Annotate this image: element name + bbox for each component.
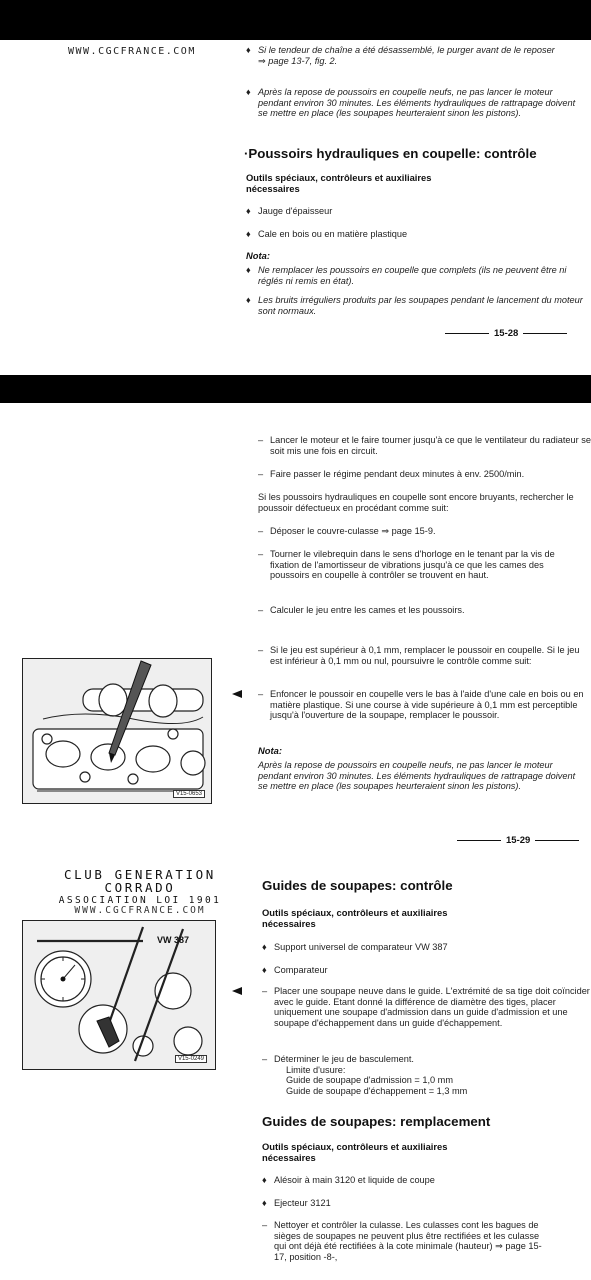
bullet-marker: ♦: [262, 942, 267, 952]
section-title-guides-check: Guides de soupapes: contrôle: [262, 878, 453, 893]
tool-feeler-gauge: ♦ Jauge d'épaisseur: [246, 206, 333, 216]
step-rock-clearance: – Déterminer le jeu de basculement. Limite d'usure: Guide de soupape d'admission = 1,0 mm Guide de soupape d'échappement = 1,3 mm: [262, 1054, 468, 1096]
tool-dial-gauge: ♦ Comparateur: [262, 965, 328, 975]
club-line-3: ASSOCIATION LOI 1901: [58, 895, 222, 907]
step-run-engine: – Lancer le moteur et le faire tourner jusqu'à ce que le ventilateur du radiateur se soit mis une fois en circuit.: [258, 435, 591, 456]
step-place-valve: – Placer une soupape neuve dans le guide. L'extrémité de sa tige doit coïncider avec le guide. Etant donné la différence de diamètre des tiges, placer uniquement une soupape d'admission dans un guide d'admission et une soupape d'échappement dans un guide d'échappement.: [262, 986, 590, 1028]
step-remove-cover: – Déposer le couvre-culasse ⇒ page 15-9.: [258, 526, 436, 536]
tools-heading: Outils spéciaux, contrôleurs et auxiliaires nécessaires: [262, 907, 448, 929]
page-number-15-28: 15-28: [440, 328, 572, 339]
wear-limit-intake: Guide de soupape d'admission = 1,0 mm: [286, 1075, 453, 1086]
paragraph-noisy-tappets: Si les poussoirs hydrauliques en coupelle sont encore bruyants, rechercher le poussoir défectueux en procédant comme suit:: [258, 492, 574, 513]
nota-item-complete-only: ♦ Ne remplacer les poussoirs en coupelle que complets (ils ne peuvent être ni réglés ni remis en état).: [246, 265, 567, 286]
dash-marker: –: [258, 435, 264, 445]
tools-heading: Outils spéciaux, contrôleurs et auxiliaires nécessaires: [262, 1141, 448, 1163]
nota-item-noise-normal: ♦ Les bruits irréguliers produits par les soupapes pendant le lancement du moteur sont normaux.: [246, 295, 583, 316]
bullet-marker: ♦: [246, 265, 251, 275]
bullet-new-tappets-wait: ♦ Après la repose de poussoirs en coupelle neufs, ne pas lancer le moteur pendant environ 30 minutes. Les éléments hydrauliques de rattrapage doivent se mettre en place (les soupapes heurteraient sinon les pistons).: [246, 87, 576, 119]
dash-marker: –: [258, 645, 264, 655]
scan-bar-top: [0, 0, 591, 40]
wear-limit-exhaust: Guide de soupape d'échappement = 1,3 mm: [286, 1085, 468, 1096]
bullet-marker: ♦: [262, 965, 267, 975]
dash-marker: –: [262, 1220, 268, 1230]
tool-ejector: ♦ Ejecteur 3121: [262, 1198, 331, 1208]
dash-marker: –: [262, 986, 268, 996]
dash-marker: –: [258, 469, 264, 479]
page-number-15-29: 15-29: [452, 835, 584, 846]
scan-bar-middle: [0, 375, 591, 403]
camshaft-illustration: [23, 659, 211, 803]
step-rpm: – Faire passer le régime pendant deux minutes à env. 2500/min.: [258, 469, 525, 479]
section-title-guides-replace: Guides de soupapes: remplacement: [262, 1114, 491, 1129]
bullet-marker: ♦: [246, 295, 251, 305]
bullet-marker: ♦: [246, 229, 251, 239]
figure-tool-label: VW 387: [157, 935, 190, 945]
bullet-marker: ♦: [246, 206, 251, 216]
club-line-2: CORRADO: [104, 880, 176, 896]
dash-marker: –: [258, 689, 264, 699]
bullet-purge-tensioner: ♦ Si le tendeur de chaîne a été désassemblé, le purger avant de le reposer ⇒ page 13-7, fig. 2.: [246, 45, 555, 66]
step-press-tappet: – Enfoncer le poussoir en coupelle vers le bas à l'aide d'une cale en bois ou en matière plastique. Si une course à vide supérieure à 0,1 mm est perceptible jusqu'à l'ouverture de la soupape, remplacer le poussoir.: [258, 689, 584, 721]
dash-marker: –: [258, 526, 264, 536]
tool-dial-holder: ♦ Support universel de comparateur VW 387: [262, 942, 448, 952]
club-line-1: CLUB GENERATION: [64, 867, 216, 882]
figure-label: V15-0249: [175, 1055, 207, 1063]
dash-marker: –: [258, 549, 264, 559]
wear-limit-title: Limite d'usure:: [286, 1064, 346, 1075]
figure-camshaft-tappets: [22, 658, 212, 804]
club-line-4: WWW.CGCFRANCE.COM: [74, 905, 206, 917]
dash-marker: –: [262, 1054, 268, 1064]
bullet-marker: ♦: [246, 45, 251, 55]
dash-marker: –: [258, 605, 264, 615]
club-watermark: [52, 868, 228, 916]
tool-wood-wedge: ♦ Cale en bois ou en matière plastique: [246, 229, 408, 239]
bullet-marker: ♦: [262, 1198, 267, 1208]
bullet-marker: ♦: [262, 1175, 267, 1185]
nota-heading: Nota:: [258, 745, 282, 756]
pointer-arrow-icon: [232, 987, 242, 995]
pointer-arrow-icon: [232, 690, 242, 698]
section-title-tappets-check: ·Poussoirs hydrauliques en coupelle: contrôle: [244, 146, 537, 161]
bullet-marker: ♦: [246, 87, 251, 97]
step-measure-clearance: – Calculer le jeu entre les cames et les poussoirs.: [258, 605, 465, 615]
tool-reamer: ♦ Alésoir à main 3120 et liquide de coupe: [262, 1175, 435, 1185]
site-watermark: WWW.CGCFRANCE.COM: [68, 46, 196, 57]
step-clean-head: – Nettoyer et contrôler la culasse. Les culasses cont les bagues de sièges de soupapes ne peuvent plus être rectifiées et les culasse qui ont déjà été rectifiées à la cote minimale (hauteur) ⇒ page 15-17, position -8-,: [262, 1220, 542, 1262]
nota-text-new-tappets: Après la repose de poussoirs en coupelle neufs, ne pas lancer le moteur pendant environ 30 minutes. Les éléments hydrauliques de rattrapage doivent se mettre en place (les soupapes heurteraient sinon les pistons).: [258, 760, 576, 792]
tools-heading: Outils spéciaux, contrôleurs et auxiliaires nécessaires: [246, 172, 432, 194]
step-clearance-limits: – Si le jeu est supérieur à 0,1 mm, remplacer le poussoir en coupelle. Si le jeu est inférieur à 0,1 mm ou nul, poursuivre le contrôle comme suit:: [258, 645, 580, 666]
figure-label: V15-0653: [173, 790, 205, 798]
figure-valve-guide-gauge: [22, 920, 216, 1070]
step-turn-crankshaft: – Tourner le vilebrequin dans le sens d'horloge en le tenant par la vis de fixation de l'amortisseur de vibrations jusqu'à ce que les cames des poussoirs en coupelle à contrôler se trouvent en haut.: [258, 549, 555, 581]
nota-heading: Nota:: [246, 250, 270, 261]
